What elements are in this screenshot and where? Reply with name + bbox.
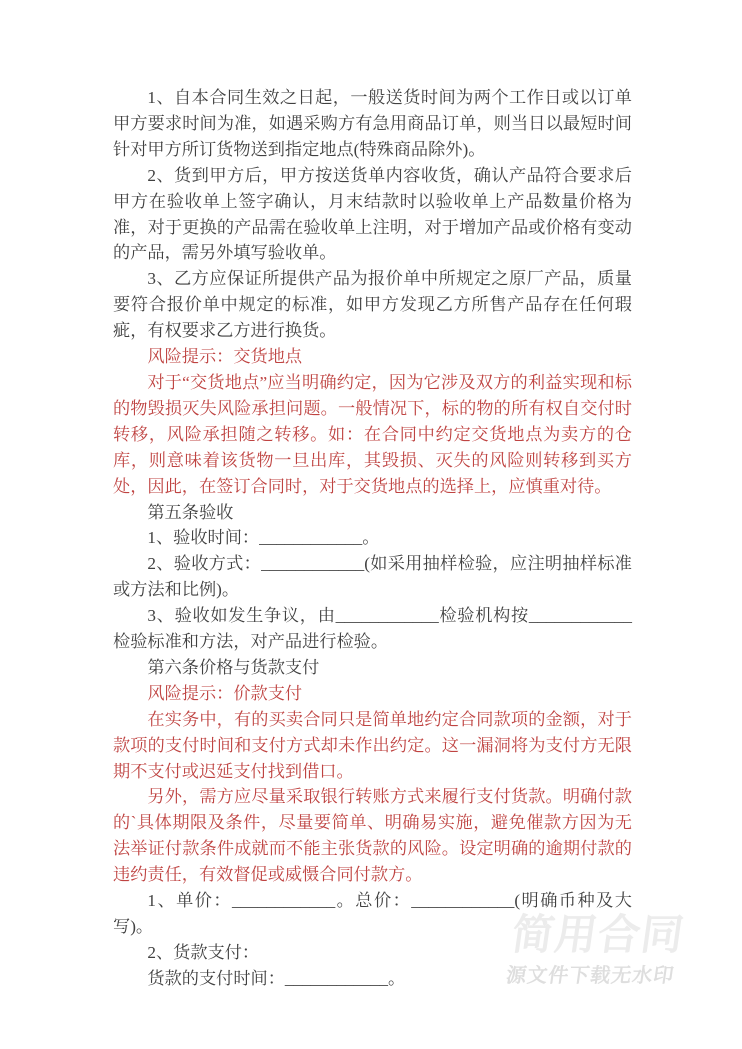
clause-6-heading: 第六条价格与货款支付: [147, 657, 320, 677]
risk-body-delivery-location: 对于“交货地点”应当明确约定，因为它涉及双方的利益实现和标的物毁损灭失风险承担问题。一般情况下，标的物的所有权自交付时转移，风险承担随之转移。如：在合同中约定交货地点为卖方的仓库，则意味着该货物一旦出库，其毁损、灭失的风险则转移到买方处，因此，在签订合同时，对于交货地点的选择上，应慎重对待。: [113, 372, 632, 496]
risk-heading-payment: 风险提示：价款支付: [147, 683, 303, 703]
clause-5-item-1: 1、验收时间：____________。: [147, 528, 380, 548]
risk-heading-delivery-location: 风险提示：交货地点: [147, 347, 303, 367]
watermark-title: 简用合同: [508, 911, 688, 958]
clause-5-item-2: 2、验收方式：____________(如采用抽样检验，应注明抽样标准或方法和比例)。: [113, 554, 632, 600]
clause-6-item-2: 2、货款支付：: [147, 942, 260, 962]
clause-delivery-item-1: 1、自本合同生效之日起，一般送货时间为两个工作日或以订单甲方要求时间为准，如遇采购方有急用商品订单，则当日以最短时间针对甲方所订货物送到指定地点(特殊商品除外)。: [113, 88, 632, 159]
clause-delivery-item-2: 2、货到甲方后，甲方按送货单内容收货，确认产品符合要求后甲方在验收单上签字确认，月末结款时以验收单上产品数量价格为准，对于更换的产品需在验收单上注明，对于增加产品或价格有变动的产品，需另外填写验收单。: [113, 165, 632, 263]
watermark-subtitle: 源文件下载无水印: [504, 965, 676, 987]
clause-delivery-item-3: 3、乙方应保证所提供产品为报价单中所规定之原厂产品，质量要符合报价单中规定的标准，如甲方发现乙方所售产品存在任何瑕疵，有权要求乙方进行换货。: [113, 269, 632, 341]
risk-body-payment-1: 在实务中，有的买卖合同只是简单地约定合同款项的金额，对于款项的支付时间和支付方式却未作出约定。这一漏洞将为支付方无限期不支付或迟延支付找到借口。: [113, 709, 632, 781]
contract-body: [113, 85, 632, 992]
risk-body-payment-2: 另外，需方应尽量采取银行转账方式来履行支付货款。明确付款的`具体期限及条件，尽量要简单、明确易实施，避免催款方因为无法举证付款条件成就而不能主张货款的风险。设定明确的逾期付款的违约责任，有效督促或威慑合同付款方。: [113, 787, 632, 885]
clause-5-item-3: 3、验收如发生争议，由____________检验机构按____________检验标准和方法，对产品进行检验。: [113, 606, 632, 652]
clause-6-item-1: 1、单价：____________。总价：____________(明确币种及大写)。: [113, 891, 632, 936]
payment-time-line: 货款的支付时间：____________。: [147, 968, 406, 988]
clause-5-heading: 第五条验收: [147, 502, 234, 522]
